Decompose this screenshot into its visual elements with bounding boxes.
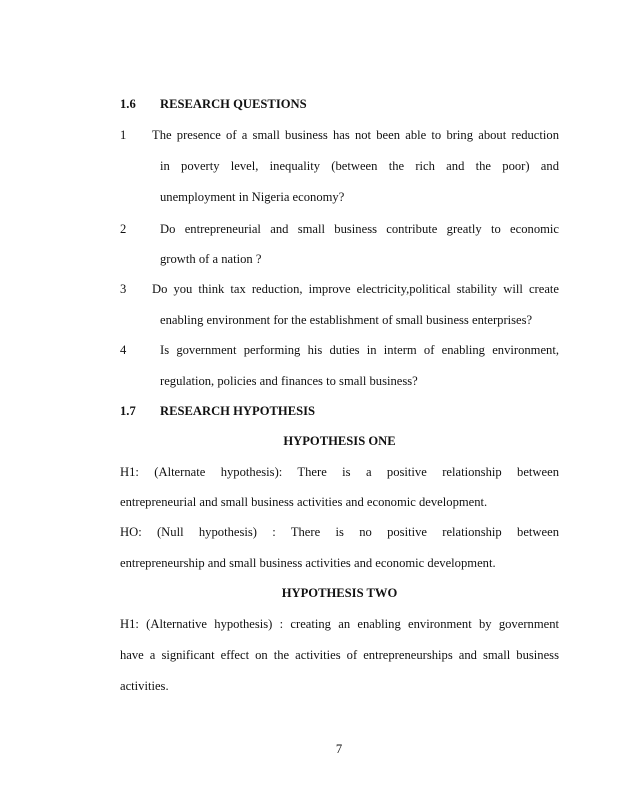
hypothesis-line: HO: (Null hypothesis) : There is no positive relationship between bbox=[120, 525, 559, 539]
question-number: 4 bbox=[120, 343, 127, 357]
question-number: 2 bbox=[120, 222, 127, 236]
hypothesis-line: entrepreneurship and small business activities and economic development. bbox=[120, 556, 496, 570]
question-line: growth of a nation ? bbox=[160, 252, 262, 266]
hypothesis-line: activities. bbox=[120, 679, 169, 693]
page-number: 7 bbox=[335, 742, 343, 756]
question-number: 1 bbox=[120, 128, 127, 142]
question-line: in poverty level, inequality (between the rich and the poor) and bbox=[160, 159, 559, 173]
question-line: regulation, policies and finances to small business? bbox=[160, 374, 418, 388]
hypothesis-line: H1: (Alternate hypothesis): There is a positive relationship between bbox=[120, 465, 559, 479]
hypothesis-line: entrepreneurial and small business activities and economic development. bbox=[120, 495, 488, 509]
hypothesis-heading: HYPOTHESIS TWO bbox=[281, 586, 398, 600]
section-number: 1.7 bbox=[120, 404, 136, 418]
hypothesis-heading: HYPOTHESIS ONE bbox=[283, 434, 396, 448]
question-line: The presence of a small business has not been able to bring about reduction bbox=[152, 128, 559, 142]
section-number: 1.6 bbox=[120, 97, 136, 111]
question-line: Is government performing his duties in interm of enabling environment, bbox=[160, 343, 559, 357]
question-line: enabling environment for the establishment of small business enterprises? bbox=[160, 313, 533, 327]
hypothesis-line: have a significant effect on the activities of entrepreneurships and small business bbox=[120, 648, 559, 662]
section-title: RESEARCH QUESTIONS bbox=[160, 97, 307, 111]
question-line: unemployment in Nigeria economy? bbox=[160, 190, 345, 204]
question-line: Do you think tax reduction, improve electricity,political stability will create bbox=[152, 282, 559, 296]
question-number: 3 bbox=[120, 282, 127, 296]
question-line: Do entrepreneurial and small business contribute greatly to economic bbox=[160, 222, 559, 236]
hypothesis-line: H1: (Alternative hypothesis) : creating an enabling environment by government bbox=[120, 617, 559, 631]
section-title: RESEARCH HYPOTHESIS bbox=[160, 404, 316, 418]
